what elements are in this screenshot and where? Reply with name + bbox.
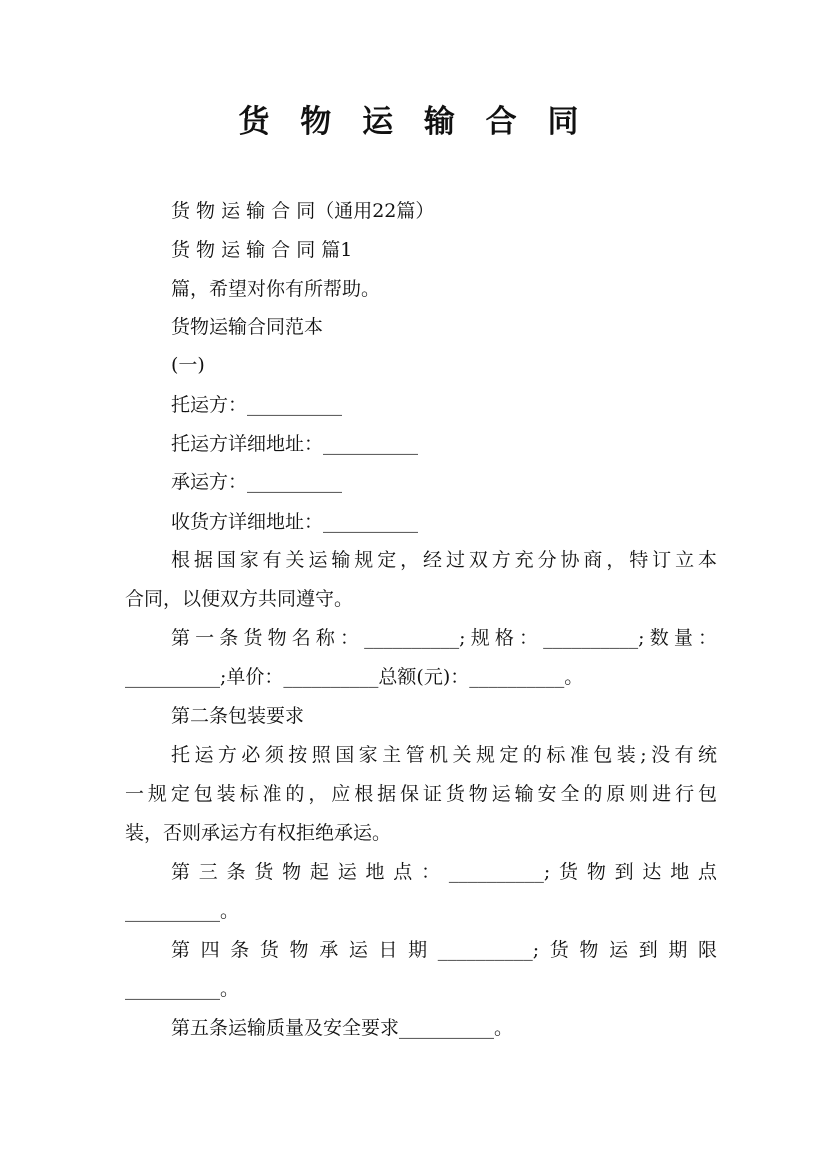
article-two-paragraph-line: 一规定包装标准的，应根据保证货物运输安全的原则进行包 xyxy=(125,783,717,805)
article-four-line: __________。 xyxy=(125,978,240,1000)
shipper-line: 托运方：__________ xyxy=(171,394,343,416)
carrier-line: 承运方：__________ xyxy=(171,471,343,493)
article-one-line: __________;单价：__________总额(元)：__________。 xyxy=(125,666,584,688)
sample-title: 货物运输合同范本 xyxy=(171,316,324,338)
sample-number: (一) xyxy=(171,354,205,376)
consignee-address-line: 收货方详细地址：__________ xyxy=(171,511,419,533)
intro-line: 篇，希望对你有所帮助。 xyxy=(171,278,381,300)
article-five-line: 第五条运输质量及安全要求__________。 xyxy=(171,1017,514,1039)
article-three-line: 第三条货物起运地点：__________;货物到达地点 xyxy=(171,861,717,883)
document-title: 货 物 运 输 合 同 xyxy=(238,104,589,140)
agreement-paragraph-line: 根据国家有关运输规定，经过双方充分协商，特订立本 xyxy=(171,549,717,571)
article-two-paragraph-line: 托运方必须按照国家主管机关规定的标准包装;没有统 xyxy=(171,744,717,766)
article-four-line: 第四条货物承运日期__________;货物运到期限 xyxy=(171,939,717,961)
article-two-paragraph-line: 装，否则承运方有权拒绝承运。 xyxy=(125,822,392,844)
section-heading: 货 物 运 输 合 同 篇1 xyxy=(171,239,353,261)
article-three-line: __________。 xyxy=(125,900,240,922)
agreement-paragraph-line: 合同，以便双方共同遵守。 xyxy=(125,588,354,610)
article-two-heading: 第二条包装要求 xyxy=(171,705,305,727)
subtitle-line: 货 物 运 输 合 同（通用22篇） xyxy=(171,200,435,222)
shipper-address-line: 托运方详细地址：__________ xyxy=(171,433,419,455)
article-one-line: 第一条货物名称：__________;规格：__________;数量： xyxy=(171,627,717,649)
